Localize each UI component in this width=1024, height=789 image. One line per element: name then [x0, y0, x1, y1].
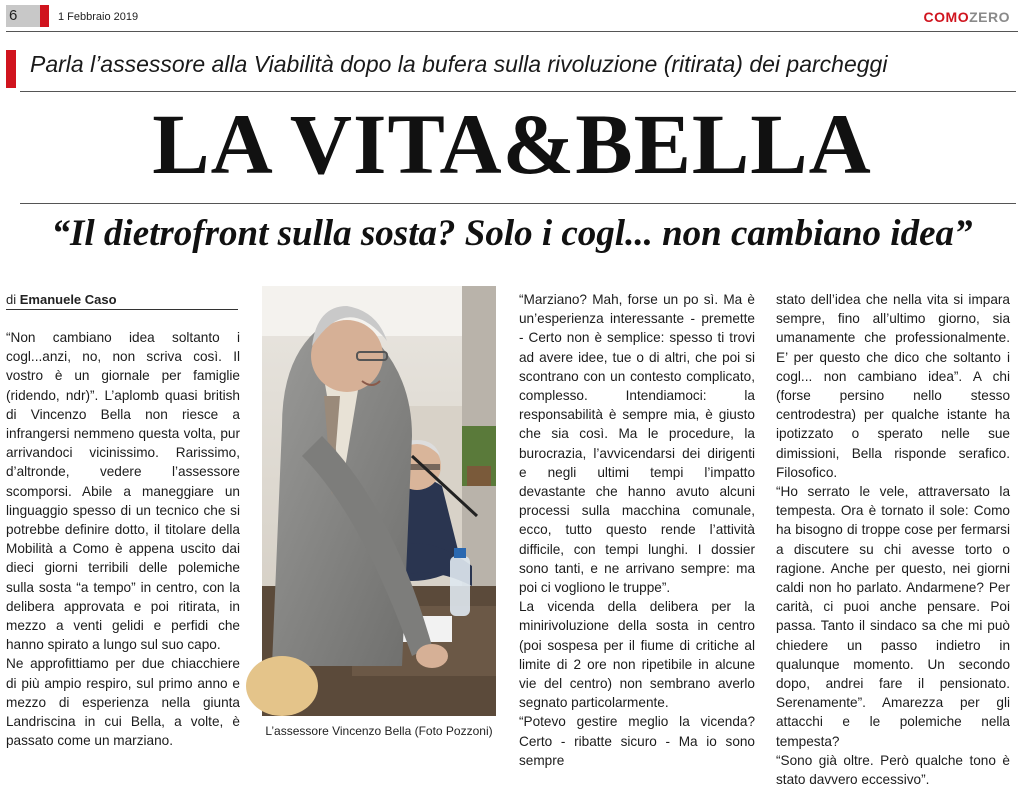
paragraph: “Ho serrato le vele, attraversato la tempesta. Ora è tornato il sole: Como ha bisogno di troppe cose per fermarsi a discutere su chi avesse torto o ragione. Anche per questo, nei giorni caldi non ho parlato. Andarmene? Per carità, ci puoi anche pensare. Poi passa. Tanto il sindaco sa che mi può chiedere un passo indietro in qualunque momento. Un secondo dopo, andrei fare il pensionato. Serenamente”. Amarezza per gli attacchi e le polemiche nella tempesta? — [776, 484, 1010, 749]
headline-divider — [20, 203, 1016, 204]
logo-como: COMO — [923, 9, 970, 25]
article-column-4 — [776, 290, 1010, 789]
paragraph: “Marziano? Mah, forse un po sì. Ma è un’esperienza interessante - premette - Certo non è semplice: spesso ti trovi ad avere idee, tue o di altri, che poi si scontrano con un contesto complicato, complesso. Intendiamoci: la responsabilità è sempre mia, è giusto che sia così. Ma le procedure, la burocrazia, l’avvicendarsi dei dirigenti e negli ultimi tempi l’impatto devastante che hanno avuto alcuni processi sulla macchina comunale, ecco, tutto questo rende l’attività difficile, con tempi lunghi. I dossier sono tanti, e ne arrivano sempre: ma poi ci vogliono le truppe”. — [519, 292, 755, 596]
byline-prefix: di — [6, 292, 17, 307]
article-photo — [262, 286, 496, 716]
page-header — [0, 0, 1024, 30]
issue-date: 1 Febbraio 2019 — [58, 11, 139, 23]
paragraph: La vicenda della delibera per la minirivoluzione della sosta in centro (poi sospesa per il fiume di critiche al limite di 2 ore non ripetibile in alcune vie del centro) non sembrano averlo segnato particolarmente. — [519, 599, 755, 711]
photo-illustration — [262, 286, 496, 716]
paragraph: stato dell’idea che nella vita si impara sempre, fino all’ultimo giorno, sia umanamente che professionalmente. E’ per questo che dico che soltanto i cogl... non cambiano idea”. A chi (forse persino nello stesso centrodestra) per qualche istante ha ipotizzato o sperato nelle sue dimissioni, Bella risponde serafico. Filosofico. — [776, 292, 1010, 480]
page-number-accent — [40, 5, 49, 27]
page-number: 6 — [6, 5, 40, 27]
byline-underline — [6, 309, 238, 310]
kicker-divider — [20, 91, 1016, 92]
article-column-1 — [6, 328, 240, 750]
paragraph: Ne approfittiamo per due chiacchiere di più ampio respiro, sul primo anno e mezzo di esperienza nella giunta Landriscina in cui Bella, a volte, è passato come un marziano. — [6, 656, 240, 749]
paragraph: “Potevo gestire meglio la vicenda? Certo - ribatte sicuro - Ma io sono sempre — [519, 714, 755, 768]
byline — [6, 292, 117, 307]
article-column-3 — [519, 290, 755, 770]
byline-author: Emanuele Caso — [19, 292, 117, 307]
newspaper-logo — [924, 9, 1010, 25]
paragraph: “Non cambiano idea soltanto i cogl...anzi, no, non scriva così. Il vostro è un giornale per famiglie (ridendo, ndr)”. L’aplomb quasi british di Vincenzo Bella non riesce a infrangersi nemmeno questa volta, pur arrivandoci vicinissimo. Rarissimo, d’altronde, vedere l’assessore scomporsi. Abile a maneggiare un linguaggio spesso di un tecnico che si potrebbe definire dotto, il titolare della Mobilità a Como è appena uscito dai dieci giorni terribili delle polemiche sulla sosta “a tempo” in centro, con la delibera approvata e poi ritirata, in mezzo a venti gelidi e perfidi che hanno spirato a lungo sul suo capo. — [6, 330, 240, 653]
header-divider — [6, 31, 1018, 32]
photo-caption: L’assessore Vincenzo Bella (Foto Pozzoni) — [265, 724, 493, 738]
subheadline: “Il dietrofront sulla sosta? Solo i cogl... non cambiano idea” — [51, 213, 973, 254]
paragraph: “Sono già oltre. Però qualche tono è stato davvero eccessivo”. — [776, 752, 1010, 788]
kicker-accent-bar — [6, 50, 16, 88]
logo-zero: ZERO — [969, 9, 1010, 25]
headline: LA VITA&BELLA — [152, 96, 872, 192]
kicker: Parla l’assessore alla Viabilità dopo la bufera sulla rivoluzione (ritirata) dei parcheggi — [30, 51, 888, 77]
